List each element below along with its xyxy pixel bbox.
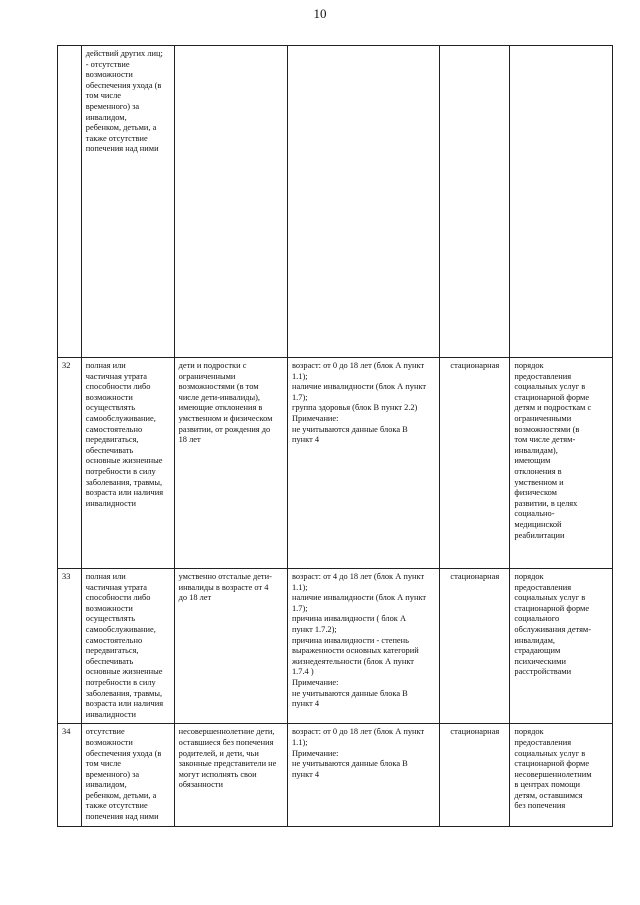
- services-table: [57, 45, 613, 827]
- row-number-cell: 32: [58, 358, 82, 569]
- form-cell: стационарная: [440, 358, 510, 569]
- condition-cell: полная или частичная утрата способности либо возможности осуществлять самообслуживание, самостоятельно передвигаться, обеспечивать основные жизненные потребности в силу заболевания, травмы, возраста или наличия инвалидности: [81, 358, 174, 569]
- order-cell: порядок предоставления социальных услуг в стационарной форме несовершеннолетним в центрах помощи детям, оставшимся без попечения: [510, 724, 613, 826]
- row-number-cell: 33: [58, 569, 82, 724]
- table-row: [58, 569, 613, 724]
- order-cell: [510, 46, 613, 358]
- category-cell: несовершеннолетние дети, оставшиеся без попечения родителей, и дети, чьи законные представители не могут исполнять свои обязанности: [174, 724, 287, 826]
- row-number-cell: [58, 46, 82, 358]
- criteria-cell: [287, 46, 439, 358]
- category-cell: [174, 46, 287, 358]
- table-row: [58, 358, 613, 569]
- table-row: [58, 724, 613, 826]
- row-number-cell: 34: [58, 724, 82, 826]
- condition-cell: отсутствие возможности обеспечения ухода (в том числе временного) за инвалидом, ребенком, детьми, а также отсутствие попечения над ними: [81, 724, 174, 826]
- order-cell: порядок предоставления социальных услуг в стационарной форме социального обслуживания детям- инвалидам, страдающим психическими расстройствами: [510, 569, 613, 724]
- form-cell: [440, 46, 510, 358]
- order-cell: порядок предоставления социальных услуг в стационарной форме детям и подросткам с ограниченными возможностями (в том числе детям- инвалидам), имеющим отклонения в умственном и физическом развитии, в целях социально- медицинской реабилитации: [510, 358, 613, 569]
- category-cell: умственно отсталые дети- инвалиды в возрасте от 4 до 18 лет: [174, 569, 287, 724]
- criteria-cell: возраст: от 4 до 18 лет (блок А пункт 1.1); наличие инвалидности (блок А пункт 1.7); причина инвалидности ( блок А пункт 1.7.2); причина инвалидности - степень выраженности основных категорий жизнедеятельности (блок А пункт 1.7.4 ) Примечание: не учитываются данные блока В пункт 4: [287, 569, 439, 724]
- condition-cell: действий других лиц; - отсутствие возможности обеспечения ухода (в том числе временного) за инвалидом, ребенком, детьми, а также отсутствие попечения над ними: [81, 46, 174, 358]
- category-cell: дети и подростки с ограниченными возможностями (в том числе дети-инвалиды), имеющие отклонения в умственном и физическом развитии, от рождения до 18 лет: [174, 358, 287, 569]
- form-cell: стационарная: [440, 569, 510, 724]
- table-row: [58, 46, 613, 358]
- criteria-cell: возраст: от 0 до 18 лет (блок А пункт 1.1); наличие инвалидности (блок А пункт 1.7); группа здоровья (блок В пункт 2.2) Примечание: не учитываются данные блока В пункт 4: [287, 358, 439, 569]
- page-number: 10: [313, 6, 327, 21]
- criteria-cell: возраст: от 0 до 18 лет (блок А пункт 1.1); Примечание: не учитываются данные блока В пункт 4: [287, 724, 439, 826]
- condition-cell: полная или частичная утрата способности либо возможности осуществлять самообслуживание, самостоятельно передвигаться, обеспечивать основные жизненные потребности в силу заболевания, травмы, возраста или наличия инвалидности: [81, 569, 174, 724]
- form-cell: стационарная: [440, 724, 510, 826]
